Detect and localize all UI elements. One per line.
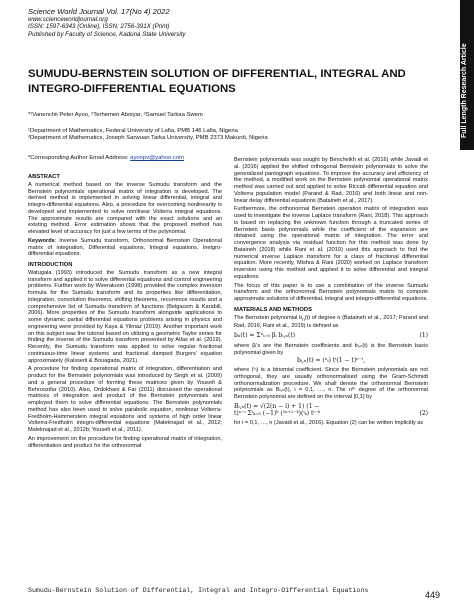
- equation-2: [234, 404, 428, 418]
- page-number: 449: [425, 590, 441, 600]
- footer-running-title: Sumudu-Bernstein Solution of Differential, Integral and Integro-Differential Equations: [28, 587, 369, 594]
- methods-heading: MATERIALS AND METHODS: [234, 306, 312, 313]
- left-column: [28, 170, 222, 451]
- journal-publisher: Published by Faculty of Science, Kaduna State University: [28, 30, 186, 38]
- equation-1-number: (1): [419, 332, 428, 340]
- right-paragraph-2: Furthermore, the orthonormal Bernstein operation matrix of integration was used to investigate the inverse Laplace transform (Rani, 2018). This approach is based on replacing the unknown function through a truncated series of Bernstein basis polynomials while the coefficient of the expansion are obtained using the operational matrix of integration. The error and convergence analysis via residual function for this method was done by Bataineh (2018) while Rani et al. (2019) used this approach to find the numerical inverse Laplace transform for a class of fractional differential equation. More recently, Mishra & Rani (2020) worked on Laplace transform inversion using this method and applied it to solve differential and integral equations.: [234, 206, 428, 280]
- corresponding-author: [28, 155, 268, 162]
- corresponding-email-link[interactable]: ayoopv@yahoo.com: [130, 155, 184, 161]
- journal-website: www.scienceworldjournal.org: [28, 15, 108, 23]
- journal-issn: ISSN: 1597-6343 (Online), ISSN: 2756-391X (Print): [28, 23, 170, 31]
- methods-where-2: where (ⁿᵢ) is a binomial coefficient. Since the Bernstein polynomials are not orthogonal, they are usually orthonormalised using the Gram-Schmidt orthonormalization procedure. We shall denote the orthonormal Bernstein polynomials as Bᵢ,ₙ(t), i = 0,1, …, n. The nᵗʰ degree of the orthonormal Bernstein polynomial are defined on the interval [0,1] by: [234, 367, 428, 401]
- journal-header: [28, 8, 186, 38]
- methods-where-1: where βᵢ's are the Bernstein coefficients and bᵢ,ₙ(t) is the Bernstein basis polynomial given by: [234, 342, 428, 356]
- right-column: [234, 157, 428, 429]
- keywords-label: Keywords: [28, 237, 55, 244]
- methods-intro: The Bernstein polynomial $b_n(t)$ of degree n (Bataineh et al., 2017; Parand and Rad, 2016; Rani et al., 2019) is defined as: [234, 314, 428, 330]
- abstract-text: A numerical method based on the inverse Sumudu transform and the Bernstein polynomials operational matrix of integration is developed. The derived method is implemented in solving linear differential, integral and integro-differential equations. Also, a procedure for overcoming nonlinearity is developed and implemented to solve nonlinear Volterra integral equations. The approximate results are compared with the exact solutions and an existing method. Error estimation shows that the proposed method has elevated level of accuracy for just a few terms of the polynomial.: [28, 181, 222, 235]
- corresponding-label: *Corresponding Author Email Address:: [28, 155, 131, 161]
- affiliation-2: ²Department of Mathematics, Joseph Sarwuan Tarka University, PMB 2373 Makurdi, Nigeria: [28, 135, 268, 142]
- introduction-heading: INTRODUCTION: [28, 262, 73, 268]
- affiliation-1: ¹Department of Mathematics, Federal University of Lafia, PMB 146 Lafia, Nigeria: [28, 128, 238, 134]
- intro-paragraph-3: An improvement on the procedure for finding operational matrix of integration, differentiation and product for the orthonormal: [28, 435, 222, 449]
- basis-equation: bᵢ,ₙ(t) = (ⁿᵢ) tⁱ(1 − t)ⁿ⁻ⁱ,: [296, 357, 366, 365]
- article-type-sidebar: [460, 0, 474, 150]
- author-list: *¹Vanenchii Peter Ayoo, ²Terhemen Aboiyar, ²Samuel Tarkaa Swem: [28, 112, 203, 118]
- keywords: [28, 238, 222, 258]
- intro-paragraph-2: A procedure for finding operational matrix of integration, differentiation and product for the Bernstein polynomials was introduced by Singh et al. (2009) and a general procedure of forming these matrices given by Yousefi & Behroozifar (2010). Also, Ordokhani & Far (2011) discussed the operational matrices of integration and product of the Bernstein polynomials and employed them to solve differential equations. The Bernstein polynomials method has also been used to solve parabolic equation, nonlinear Volterra-Fredholm-Hammerstein integral equations and systems of high order linear Volterra-Fredholm integro-differential equations (Maleknajad et al., 2012; Maleknajad et al., 2012b; Yousefi et al., 2011).: [28, 366, 222, 433]
- right-paragraph-1: Bernstein polynomials was sought by Bencheikh et al. (2016) while Javadi et al. (2016) applied the shifted orthogonal Bernstein polynomials to solve the generalized pantograph equations. To improve the accuracy and efficiency of the method, a modified work on the Bernstein polynomial operational matrix method was carried out and applied to solve Riccati differential equation and Volterra population model (Parand & Rad, 2016) and both linear and non-linear delay differential equations (Bataineh et al., 2017).: [234, 157, 428, 204]
- equation-2-line-2: t)ⁿ⁻ⁱ Σⁱₖ₌₀ (−1)ᵏ (²ⁿ⁺¹⁻ᵏ)(ⁱₖ) tⁱ⁻ᵏ: [234, 409, 320, 417]
- equation-2-line-1: Bᵢ,ₙ(t) = √(2(n − i) + 1) (1 −: [234, 402, 320, 410]
- equation-2-number: (2): [419, 409, 428, 417]
- affiliations: [28, 128, 288, 142]
- equation-1: [234, 333, 428, 340]
- paper-title: SUMUDU-BERNSTEIN SOLUTION OF DIFFERENTIAL, INTEGRAL AND INTEGRO-DIFFERENTIAL EQUATIONS: [28, 68, 406, 95]
- methods-after-eq2: for i = 0,1, …, n (Javadi et al., 2016). Equation (2) can be written implicitly as: [234, 420, 424, 427]
- keywords-text: : Inverse Sumudu transform, Orthonormal Bernstein Operational matrix of integration, Differential equations, Integral equations, Inetgro-differential equations.: [28, 237, 222, 258]
- article-type-label: Full Length Research Article: [461, 43, 468, 138]
- equation-1-body: bₙ(t) = Σⁿᵢ₌₀ βᵢ bᵢ,ₙ(t): [234, 332, 296, 340]
- journal-name: Science World Journal Vol. 17(No 4) 2022: [28, 7, 170, 16]
- abstract-heading: ABSTRACT: [28, 174, 60, 180]
- intro-paragraph-1: Watugala (1993) introduced the Sumudu transform as a new integral transform and applied it to solve differential equations and control engineering problems. Further work by Weerakoon (1998) provided the complex inversion formula for the Sumudu transform and its properties like differentiation, integration, convolution theorems, shifting theorems, recurrence results and a comprehensive list of Sumudu transform of functions (Belgacem & Karabili, 2006). More properties of the Sumudu transform alongside applications to some dynamic partial differential equations problems arising in physics and engineering were provided by Kaya & Yilmaz (2019). Another important work on this subject was the tutorial based on utilizing a geometric Taylor series for finding the inverse of the Sumudu transform presented by Atlas et al. (2019). Recently, the Sumudu transform was applied to solve regular fractional continuous-time linear systems and fractional damped Burgers' equation approximately (Kaisserli & Bouagada, 2021).: [28, 269, 222, 364]
- right-paragraph-3: The focus of this paper is to use a combination of the inverse Sumudu transform and the orthonormal Bernstein polynomials matrix to compute approximate solutions of differential, integral and integro-differential equations.: [234, 282, 428, 302]
